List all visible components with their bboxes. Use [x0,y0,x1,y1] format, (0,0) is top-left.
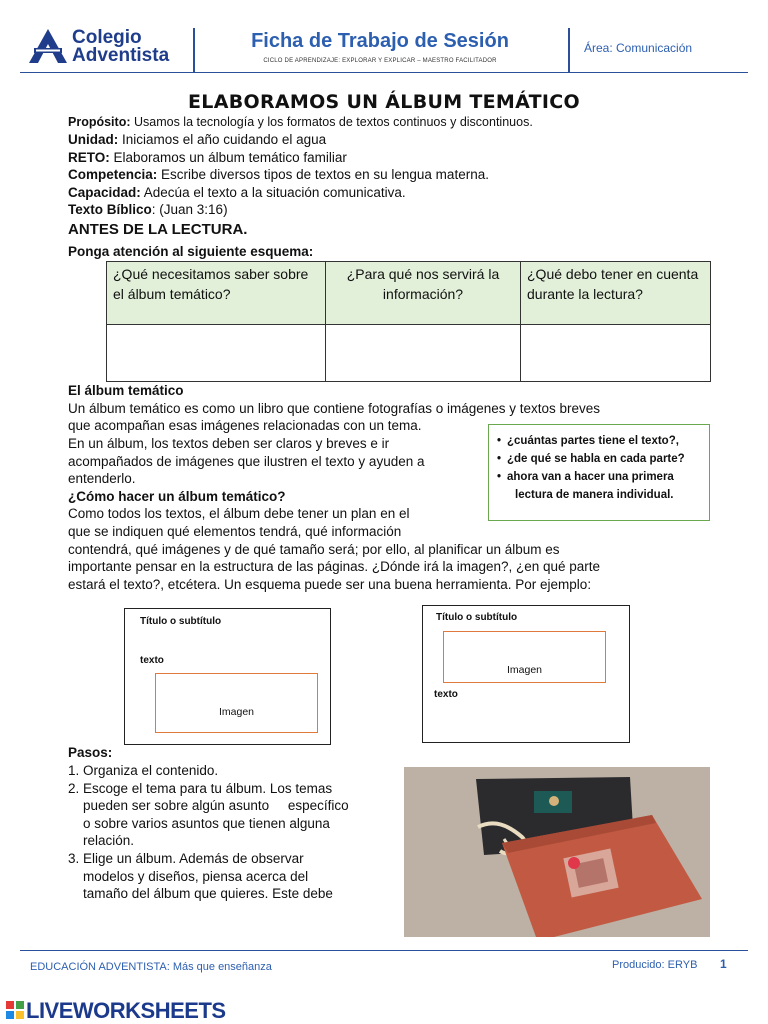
info-reto [68,149,347,166]
liveworksheets-icon [6,1001,24,1019]
page-number: 1 [720,957,727,971]
pasos-heading: Pasos: [68,745,113,760]
info-label: Texto Bíblico [68,202,152,217]
esquema-prompt: Ponga atención al siguiente esquema: [68,244,314,259]
pasos-line: 3. Elige un álbum. Además de observar [68,851,304,866]
info-label: Propósito: [68,115,131,129]
info-text: Elaboramos un álbum temático familiar [109,150,347,165]
album-photo [404,767,710,937]
sheet-title: Ficha de Trabajo de Sesión [251,30,509,52]
info-text: Adecúa el texto a la situación comunicativa. [140,185,406,200]
como-heading: ¿Cómo hacer un álbum temático? [68,489,286,504]
logo-line-2: Adventista [72,45,170,66]
colegio-adventista-logo-icon [28,28,68,64]
info-text: Iniciamos el año cuidando el agua [118,132,327,147]
diagram-image-box [443,631,606,683]
pasos-line: pueden ser sobre algún asunto específico [68,798,349,813]
layout-diagram-1 [124,608,331,745]
diagram-text-label: texto [434,689,458,700]
table-header-cell: ¿Qué debo tener en cuenta durante la lectura? [521,262,711,325]
footer-producer: Producido: ERYB [612,959,698,971]
subject-area: Área: Comunicación [584,41,693,55]
como-line: que se indiquen qué elementos tendrá, qué información [68,524,402,539]
answer-cell[interactable] [326,325,521,382]
logo-line-1: Colegio [72,27,142,48]
antes-heading: ANTES DE LA LECTURA. [68,221,248,238]
album-heading: El álbum temático [68,383,184,398]
diagram-image-label: Imagen [506,664,543,676]
diagram-text-label: texto [140,655,164,666]
table-answer-row [107,325,711,382]
callout-item: • ¿cuántas partes tiene el texto?, [497,432,701,450]
pasos-line: modelos y diseños, piensa acerca del [68,869,309,884]
como-line: Como todos los textos, el álbum debe tener un plan en el [68,506,410,521]
footer-motto: EDUCACIÓN ADVENTISTA: Más que enseñanza [30,961,272,973]
info-capacidad [68,184,406,201]
album-line: que acompañan esas imágenes relacionadas con un tema. [68,418,422,433]
footer-rule [20,950,748,951]
album-line: Un álbum temático es como un libro que contiene fotografías o imágenes y textos breves [68,401,601,416]
header-divider [193,28,195,72]
info-proposito [68,114,533,131]
info-label: RETO: [68,150,110,165]
diagram-image-label: Imagen [218,706,255,718]
info-competencia [68,166,489,183]
reading-questions-callout [488,424,710,521]
info-label: Capacidad: [68,185,141,200]
callout-item: • ahora van a hacer una primera [497,468,701,486]
header-rule [20,72,748,73]
album-line: entenderlo. [68,471,136,486]
pasos-line: tamaño del álbum que quieres. Este debe [68,886,333,901]
liveworksheets-logo[interactable]: LIVEWORKSHEETS [26,998,226,1023]
layout-diagram-2 [422,605,630,743]
como-line: contendrá, qué imágenes y de qué tamaño será; por ello, al planificar un álbum es [68,542,560,557]
table-header-row [107,262,711,325]
answer-cell[interactable] [521,325,711,382]
info-texto-biblico [68,201,228,218]
answer-cell[interactable] [107,325,326,382]
callout-item: • ¿de qué se habla en cada parte? [497,450,701,468]
diagram-title-label: Título o subtítulo [436,612,518,623]
pasos-line: 2. Escoge el tema para tu álbum. Los temas [68,781,333,796]
info-text: : (Juan 3:16) [151,202,228,217]
info-label: Unidad: [68,132,119,147]
info-text: Escribe diversos tipos de textos en su lengua materna. [157,167,489,182]
page-title: ELABORAMOS UN ÁLBUM TEMÁTICO [188,91,580,113]
sheet-subtitle: CICLO DE APRENDIZAJE: EXPLORAR Y EXPLICAR – MAESTRO FACILITADOR [263,58,497,64]
como-line: estará el texto?, etcétera. Un esquema puede ser una buena herramienta. Por ejemplo: [68,577,592,592]
callout-item: lectura de manera individual. [515,489,674,501]
info-text: Usamos la tecnología y los formatos de textos continuos y discontinuos. [130,115,533,129]
school-logo-text [72,29,169,65]
album-line: acompañados de imágenes que ilustren el texto y ayuden a [68,454,425,469]
table-header-cell: ¿Qué necesitamos saber sobre el álbum temático? [107,262,326,325]
table-header-cell: ¿Para qué nos servirá la información? [326,262,521,325]
diagram-image-box [155,673,318,733]
pasos-line: o sobre varios asuntos que tienen alguna [68,816,330,831]
album-line: En un álbum, los textos deben ser claros y breves e ir [68,436,390,451]
header-divider [568,28,570,72]
como-line: importante pensar en la estructura de las páginas. ¿Dónde irá la imagen?, ¿en qué parte [68,559,601,574]
info-unidad [68,131,326,148]
pasos-line: 1. Organiza el contenido. [68,763,219,778]
pasos-line: relación. [68,833,135,848]
kwl-table [106,261,711,382]
diagram-title-label: Título o subtítulo [140,616,222,627]
info-label: Competencia: [68,167,158,182]
